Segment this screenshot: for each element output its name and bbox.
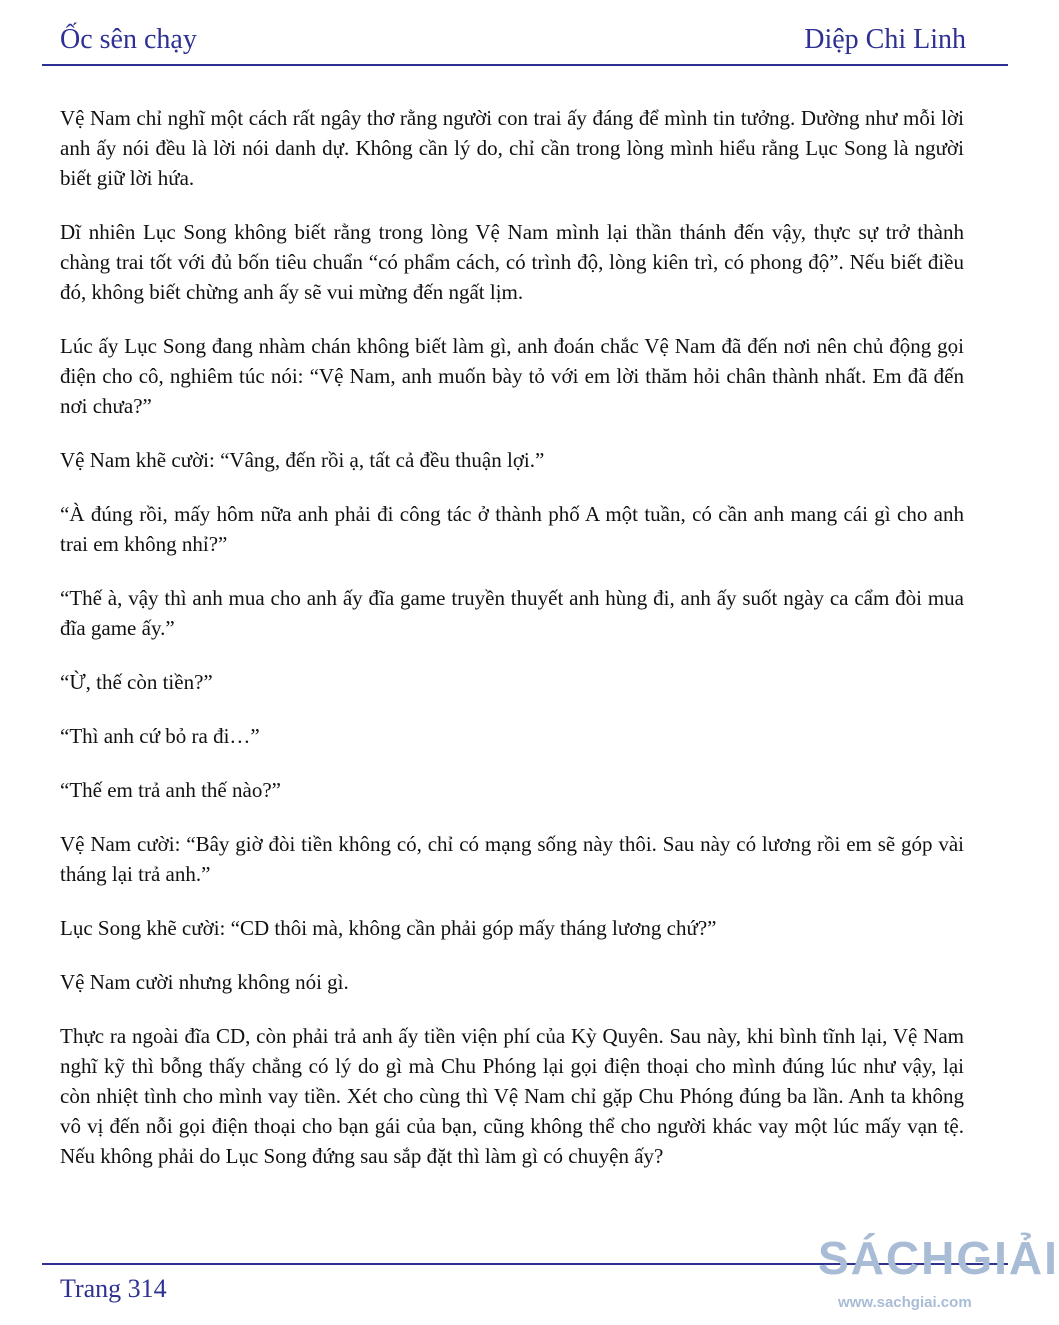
paragraph: “Thì anh cứ bỏ ra đi…” (60, 724, 260, 748)
paragraph: Vệ Nam khẽ cười: “Vâng, đến rồi ạ, tất cả đều thuận lợi.” (60, 448, 545, 472)
paragraph: Vệ Nam cười nhưng không nói gì. (60, 970, 349, 994)
paragraph: Dĩ nhiên Lục Song không biết rằng trong lòng Vệ Nam mình lại thần thánh đến vậy, thực sự trở thành chàng trai tốt với đủ bốn tiêu chuẩn “có phẩm cách, có trình độ, lòng kiên trì, có phong độ”. Nếu biết điều đó, không biết chừng anh ấy sẽ vui mừng đến ngất lịm. (60, 220, 964, 304)
paragraph: Vệ Nam chỉ nghĩ một cách rất ngây thơ rằng người con trai ấy đáng để mình tin tưởng. Dường như mỗi lời anh ấy nói đều là lời nói danh dự. Không cần lý do, chỉ cần trong lòng mình hiểu rằng Lục Song là người biết giữ lời hứa. (60, 106, 964, 190)
watermark (818, 1230, 1059, 1325)
paragraph: Lục Song khẽ cười: “CD thôi mà, không cần phải góp mấy tháng lương chứ?” (60, 916, 717, 940)
watermark-logo: SÁCHGIẢI (818, 1232, 1059, 1284)
paragraph: Lúc ấy Lục Song đang nhàm chán không biết làm gì, anh đoán chắc Vệ Nam đã đến nơi nên chủ động gọi điện cho cô, nghiêm túc nói: “Vệ Nam, anh muốn bày tỏ với em lời thăm hỏi chân thành nhất. Em đã đến nơi chưa?” (60, 334, 964, 418)
paragraph: Thực ra ngoài đĩa CD, còn phải trả anh ấy tiền viện phí của Kỳ Quyên. Sau này, khi bình tĩnh lại, Vệ Nam nghĩ kỹ thì bỗng thấy chẳng có lý do gì mà Chu Phóng lại gọi điện thoại cho mình đúng lúc như vậy, lại còn nhiệt tình cho mình vay tiền. Xét cho cùng thì Vệ Nam chỉ gặp Chu Phóng đúng ba lần. Anh ta không vô vị đến nỗi gọi điện thoại cho bạn gái của bạn, cũng không thể cho người khác vay một lúc mấy vạn tệ. Nếu không phải do Lục Song đứng sau sắp đặt thì làm gì có chuyện ấy? (60, 1024, 964, 1168)
header-divider (42, 64, 1008, 66)
book-title: Ốc sên chạy (60, 24, 197, 55)
paragraph: “À đúng rồi, mấy hôm nữa anh phải đi công tác ở thành phố A một tuần, có cần anh mang cái gì cho anh trai em không nhỉ?” (60, 502, 964, 556)
paragraph: “Ừ, thế còn tiền?” (60, 670, 213, 694)
paragraph: “Thế em trả anh thế nào?” (60, 778, 281, 802)
watermark-url: www.sachgiai.com (838, 1294, 972, 1311)
page-number: Trang 314 (60, 1274, 167, 1303)
paragraph: “Thế à, vậy thì anh mua cho anh ấy đĩa game truyền thuyết anh hùng đi, anh ấy suốt ngày ca cẩm đòi mua đĩa game ấy.” (60, 586, 964, 640)
paragraph: Vệ Nam cười: “Bây giờ đòi tiền không có, chỉ có mạng sống này thôi. Sau này có lương rồi em sẽ góp vài tháng lại trả anh.” (60, 832, 964, 886)
author-name: Diệp Chi Linh (804, 24, 966, 55)
page-body (60, 103, 964, 1195)
page-header (0, 0, 1024, 70)
